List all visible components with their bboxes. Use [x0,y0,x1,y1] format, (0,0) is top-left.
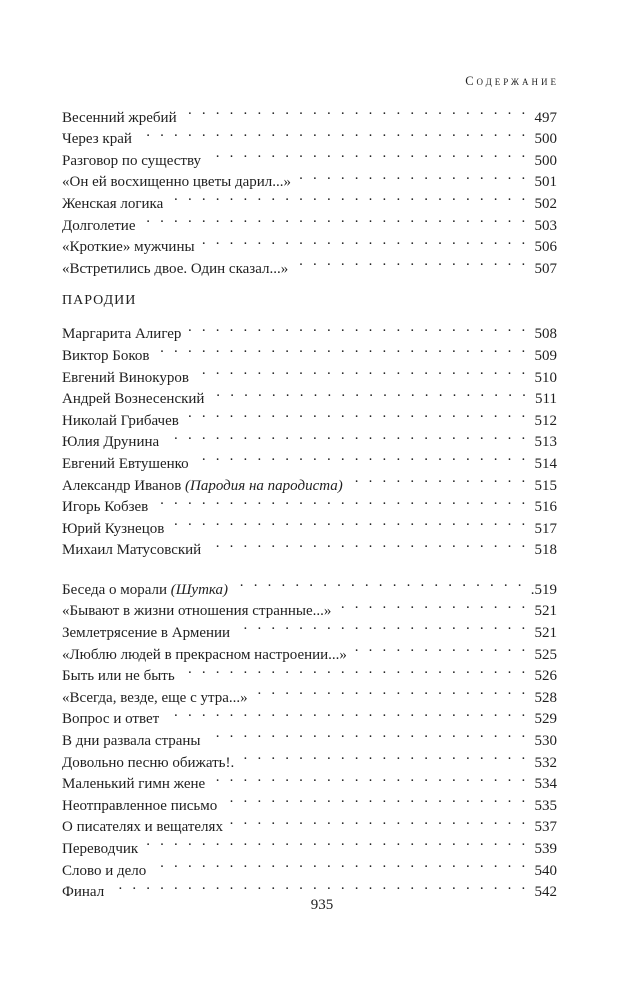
dot-leader [138,122,529,144]
toc-entry-title-text: Николай Грибачев [62,412,179,429]
toc-entry-title-text: Игорь Кобзев [62,499,149,516]
toc-entry-title [62,151,201,173]
toc-entry-title-text: В дни развала страны [62,733,201,750]
toc-entry-title-text: Юлия Друнина [62,434,160,451]
toc-entry-title-text: Михаил Матусовский [62,542,202,559]
toc-entry-page: 526 [534,668,557,685]
toc-entry-title-text: Женская логика [62,195,164,212]
toc-entry-title [62,623,230,645]
toc-entry-title [62,731,201,753]
toc-entry-page: 529 [534,711,557,728]
dot-leader [170,511,528,533]
dot-leader [349,468,529,490]
dot-leader [254,680,529,702]
toc-entry-page: 532 [534,754,557,771]
toc-entry-title [62,540,201,562]
toc-entry-title-text: Виктор Боков [62,347,150,364]
dot-leader [337,594,528,616]
dot-leader [154,490,528,512]
toc-entry-title-text: Быть или не быть [62,668,175,685]
toc-entry-note: (Шутка) [170,581,229,598]
toc-entry-title-text: Через край [62,131,132,148]
toc-entry-note: (Пародия на пародиста) [185,477,343,494]
dot-leader [207,533,528,555]
dot-leader [223,788,528,810]
dot-leader [187,317,528,339]
dot-leader [183,100,529,122]
dot-leader [353,637,529,659]
toc-entry-title-text: Слово и дело [62,862,147,879]
toc-entry-title-text: Юрий Кузнецов [62,520,165,537]
toc-entry-title-text: Неотправленное письмо [62,797,218,814]
toc-entry-page: 525 [534,646,557,663]
dot-leader [236,615,528,637]
toc-entry-page: 530 [534,733,557,750]
toc-entry-page: 537 [534,819,557,836]
toc-entry-title [62,753,234,775]
toc-entry-title-text: Долголетие [62,217,136,234]
toc-entry-title-text: Финал [62,884,105,901]
toc-entry-page: 521 [534,603,557,620]
dot-leader [207,723,529,745]
dot-leader [195,446,529,468]
dot-leader [144,831,528,853]
toc-entry-page: 502 [534,195,557,212]
dot-leader [195,360,529,382]
toc-entry[interactable] [62,230,557,256]
toc-entry-page: 518 [534,542,557,559]
toc-entry-title-text: «Люблю людей в прекрасном настроении...» [62,646,347,663]
toc-entry-title-text: «Всегда, везде, еще с утра...» [62,689,248,706]
dot-leader [240,745,528,767]
toc-entry-page: 535 [534,797,557,814]
toc-entry-title-text: «Он ей восхищенно цветы дарил...» [62,174,292,191]
dot-leader [297,165,528,187]
dot-leader [165,702,528,724]
toc-entry-title-text: Беседа о морали [62,581,171,598]
toc-entry-title [62,774,205,796]
toc-entry-page: 514 [534,455,557,472]
toc-entry[interactable] [62,317,557,343]
toc-entry-title-text: «Кроткие» мужчины [62,239,195,256]
dot-leader [169,186,528,208]
toc-entry-title-text: Маргарита Алигер [62,326,182,343]
dot-leader [155,338,528,360]
dot-leader [207,143,528,165]
toc-entry-title [62,389,204,411]
toc-entry-title-text: Маленький гимн жене [62,776,206,793]
toc-entry-title [62,432,159,454]
running-head: Содержание [465,74,559,88]
toc-entry-title-text: Разговор по существу [62,152,202,169]
toc-entry-title-text: Переводчик [62,841,139,857]
toc-entry-title-text: «Встретились двое. Один сказал...» [62,260,289,277]
toc-entry-page: 515 [534,477,557,494]
toc-entry-title [62,796,217,818]
dot-leader [211,767,528,789]
toc-entry-page: 539 [534,841,557,857]
toc-entry-title [62,519,164,541]
toc-entry-page: 517 [534,520,557,537]
toc-entry[interactable] [62,572,557,598]
toc-entry-page: 509 [534,347,557,364]
toc-entry-page: 503 [534,217,557,234]
toc-entry-page: 513 [534,434,557,451]
toc-entry-page: 500 [534,131,557,148]
toc-entry-page: 542 [534,884,557,901]
toc-entry-page: 506 [534,239,557,256]
toc-entry[interactable] [62,143,557,169]
toc-entry-title [62,839,138,861]
toc-entry-page: 511 [535,391,557,408]
toc-entry-page: 512 [534,412,557,429]
toc-entry-page: 528 [534,689,557,706]
toc-entry-title-text: «Бывают в жизни отношения странные...» [62,603,332,620]
dot-leader [201,230,529,252]
toc-entry-title [62,411,179,433]
toc-entry[interactable] [62,875,557,901]
dot-leader [110,875,528,897]
dot-leader [185,403,529,425]
toc-entry-title-text: Евгений Винокуров [62,369,189,386]
toc-entry-title-text: Довольно песню обижать!. [62,754,235,771]
toc-entry-page: .519 [530,581,557,598]
dot-leader [165,425,528,447]
dot-leader [229,810,529,832]
dot-leader [294,251,528,273]
toc-entry-title [62,709,159,731]
toc-entry-title [62,346,149,368]
toc-entry-title [62,259,288,281]
page-number: 935 [310,897,334,913]
toc-entry-title-text: О писателях и вещателях [62,819,223,836]
toc-entry-page: 508 [534,326,557,343]
toc-entry-page: 507 [534,260,557,277]
toc-entry-title-text: Весенний жребий [62,109,177,126]
toc-entry-title [62,368,189,390]
toc-entry-title-text: Александр Иванов [62,477,186,494]
toc-entry-page: 521 [534,625,557,642]
toc-entry-title [62,497,148,519]
toc-entry-page: 516 [534,499,557,516]
toc-entry-title [62,666,175,688]
dot-leader [210,382,529,404]
toc-entry-title-text: Евгений Евтушенко [62,455,189,472]
toc-entry-page: 510 [534,369,557,386]
toc-entry-page: 497 [534,109,557,126]
toc-entry[interactable] [62,100,557,126]
dot-leader [234,572,525,594]
toc-entry-title-text: Вопрос и ответ [62,711,160,728]
toc-entry-title [62,580,228,602]
toc-entry-title [62,237,195,259]
toc-entry-title [62,454,189,476]
toc-entry-title-text: Землетрясение в Армении [62,625,231,642]
toc-entry-page: 501 [534,174,557,191]
toc-entry-page: 500 [534,152,557,169]
toc-entry-page: 534 [534,776,557,793]
toc-entry-page: 540 [534,862,557,879]
dot-leader [181,659,529,681]
table-of-contents [62,100,557,901]
toc-entry-title [62,216,135,238]
toc-entry-title-text: Андрей Вознесенский [62,391,205,408]
dot-leader [152,853,528,875]
section-heading: ПАРОДИИ [62,292,137,308]
dot-leader [141,208,528,230]
toc-entry-title [62,129,132,151]
